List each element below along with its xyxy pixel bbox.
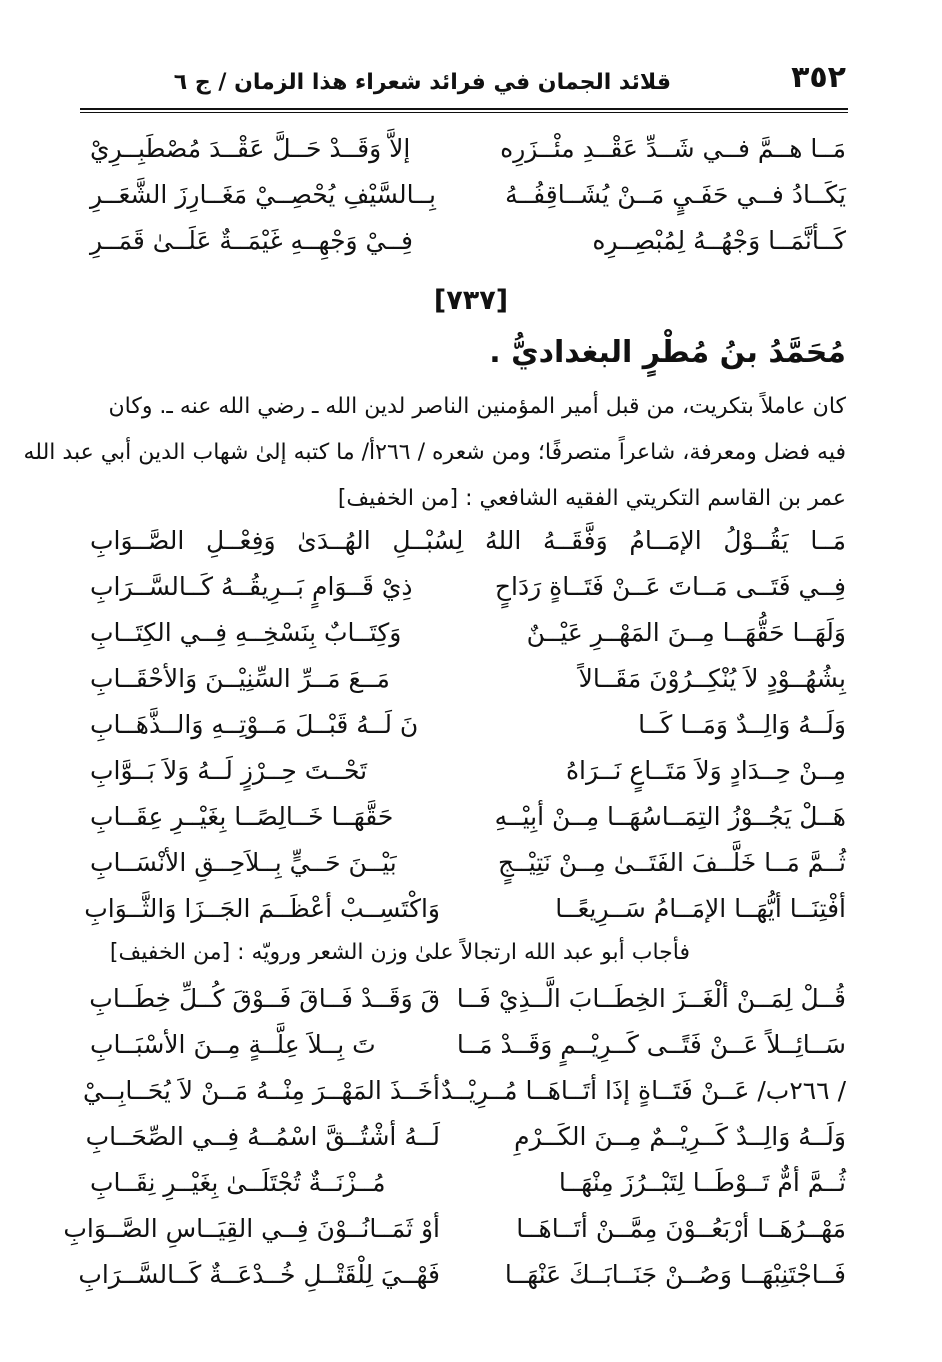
header-rule bbox=[80, 108, 848, 110]
first-hemistich: وَلَهَــا حَقُّهَــا مِــنَ المَهْــرِ عَيْــنٌ bbox=[526, 618, 846, 647]
first-hemistich: قُــلْ لِمَــنْ ألْغَــزَ الخِطَــابَ الَّــذِيْ فَــا bbox=[456, 984, 846, 1013]
second-hemistich: إلاَّ وَقَــدْ حَــلَّ عَقْــدَ مُصْطَبِــرِيْ bbox=[90, 134, 411, 163]
second-hemistich: مُــزْنَــةٌ تُجْتَلَــىٰ بِغَيْــرِ نِقَــابِ bbox=[90, 1168, 386, 1197]
bio-line-text: عمر بن القاسم التكريتي الفقيه الشافعي : bbox=[465, 486, 846, 511]
first-hemistich: / ٢٦٦ب/ عَــنْ فَتَــاةٍ إذَا أتَــاهَــا مُــرِيْــدٌ bbox=[440, 1076, 846, 1105]
second-hemistich: وَاكْتَسِــبْ أعْظَــمَ الجَــزَا وَالثَّــوَابِ bbox=[84, 894, 440, 923]
verse bbox=[63, 1206, 846, 1252]
verse bbox=[90, 976, 846, 1022]
verse bbox=[90, 794, 846, 840]
second-hemistich: لَــهُ أشْتُــقَّ اسْمُــهُ فِــي الصِّحَــابِ bbox=[85, 1122, 440, 1151]
first-hemistich: فَــاجْتَنِبْهَــا وَصُــنْ جَنَــابَــكَ عَنْهَــا bbox=[504, 1260, 846, 1289]
verse bbox=[90, 1160, 846, 1206]
verse bbox=[90, 218, 846, 264]
verse bbox=[90, 610, 846, 656]
second-hemistich: قَ وَقَــدْ فَــاقَ فَــوْقَ كُــلِّ خِطَــابِ bbox=[89, 984, 440, 1013]
opening-verse: مَــا يَقُــوْلُ الإمَــامُ وَفَّقَــهُ اللهُ لِسُبْــلِ الهُــدَىٰ وَفِعْــلِ الصَّــوَابِ bbox=[90, 526, 846, 555]
running-title: قلائد الجمان في فرائد شعراء هذا الزمان / ج ٦ bbox=[173, 70, 671, 95]
page-number: ٣٥٢ bbox=[791, 60, 846, 95]
first-hemistich: سَــائِــلاً عَــنْ فَتًــى كَــرِيْــمٍ وَقَــدْ مَــا bbox=[456, 1030, 846, 1059]
reply-intro bbox=[110, 930, 690, 976]
first-hemistich: كَــأنَّمَــا وَجْهُــهُ لِمُبْصِــرِه bbox=[592, 226, 846, 255]
second-hemistich: أخَــذَ المَهْــرَ مِنْــهُ مَــنْ لاَ يُحَــابِــيْ bbox=[82, 1076, 440, 1105]
bio-line: كان عاملاً بتكريت، من قبل أمير المؤمنين الناصر لدين الله ـ رضي الله عنه ـ. وكان bbox=[108, 394, 846, 419]
top-poem bbox=[90, 126, 846, 264]
verse bbox=[85, 1114, 846, 1160]
second-hemistich: فَهْــيَ لِلْقَتْــلِ خُــدْعَــةٌ كَــالسَّــرَابِ bbox=[78, 1260, 440, 1289]
bio-line: فيه فضل ومعرفة، شاعراً متصرفًا؛ ومن شعره / ٢٦٦أ/ ما كتبه إلىٰ شهاب الدين أبي عبد الله bbox=[23, 440, 846, 465]
biography bbox=[23, 384, 846, 522]
verse bbox=[90, 656, 846, 702]
first-hemistich: يَكَــادُ فــي حَفَـيٍ مَــنْ يُشَــاقِفُــهُ bbox=[505, 180, 846, 209]
verse bbox=[90, 702, 846, 748]
second-hemistich: وَكِتَــابٌ بِنَسْخِــهِ فِــي الكِتَــابِ bbox=[90, 618, 402, 647]
entry-number: [٧٣٧] bbox=[433, 285, 509, 316]
reply-intro-text: فأجاب أبو عبد الله ارتجالاً علىٰ وزن الشعر ورويّه : bbox=[237, 940, 690, 965]
first-hemistich: فِــي فَتَــى مَــاتَ عَــنْ فَتَــاةٍ رَدَاحٍ bbox=[494, 572, 846, 601]
first-hemistich: ثُــمَّ أمٌّ تَــوْطَــا لِتَبْــرُزَ مِنْهَــا bbox=[558, 1168, 846, 1197]
second-hemistich: نَ لَــهُ قَبْــلَ مَــوْتِــهِ وَالــذَّهَــابِ bbox=[90, 710, 419, 739]
meter-label: [من الخفيف] bbox=[109, 940, 231, 965]
second-hemistich: بِــالسَّيْفِ يُحْصِــيْ مَغَــارِزَ الشَّعَــرِ bbox=[90, 180, 436, 209]
page-header bbox=[80, 60, 846, 110]
verse bbox=[90, 1022, 846, 1068]
verse bbox=[90, 840, 846, 886]
first-hemistich: هَــلْ يَجُــوْزُ التِمَــاسُهَــا مِــنْ أبِيْــهِ bbox=[494, 802, 846, 831]
first-hemistich: أفْتِنَــا أيُّهَــا الإمَــامُ سَــرِيعًــا bbox=[555, 894, 846, 923]
verse bbox=[90, 126, 846, 172]
first-hemistich: بِشُهُــوْدٍ لاَ يُنْكِــرُوْنَ مَقَــالاً bbox=[578, 664, 846, 693]
second-hemistich: بَيْــنَ حَــيٍّ بِــلاَحِــقِ الأنْسَــابِ bbox=[90, 848, 397, 877]
header-rule-thin bbox=[80, 112, 848, 113]
verse bbox=[82, 1068, 846, 1114]
first-hemistich: وَلَــهُ وَالِــدٌ وَمَــا كَــا bbox=[638, 710, 846, 739]
verse bbox=[84, 886, 846, 932]
second-hemistich: تَحْــتَ حِــرْزٍ لَــهُ وَلاَ بَــوَّابِ bbox=[90, 756, 368, 785]
bio-line bbox=[88, 476, 846, 522]
second-hemistich: ذِيْ قَــوَامٍ بَــرِيقُــهُ كَــالسَّــرَابِ bbox=[90, 572, 413, 601]
reply-poem bbox=[63, 976, 846, 1298]
second-hemistich: مَــعَ مَــرِّ السِّنِيْــنَ وَالأحْقَــابِ bbox=[90, 664, 390, 693]
second-hemistich: تَ بِــلاَ عِلَّــةٍ مِــنَ الأسْبَــابِ bbox=[90, 1030, 376, 1059]
verse bbox=[78, 1252, 846, 1298]
first-hemistich: مَهْــرُهَــا أرْبَعُــوْنَ مِمَّــنْ أتَــاهَــا bbox=[516, 1214, 846, 1243]
verse bbox=[90, 172, 846, 218]
entry-name: مُحَمَّدُ بنُ مُطْرٍ البغداديُّ . bbox=[489, 335, 846, 370]
second-hemistich: حَقَّهَــا خَــالِصًــا بِغَيْــرِ عِقَــابِ bbox=[90, 802, 394, 831]
first-hemistich: وَلَــهُ وَالِــدٌ كَــرِيْــمٌ مِــنَ الكَــرْمِ bbox=[514, 1122, 846, 1151]
first-hemistich: مَــا هــمَّ فــي شَــدِّ عَقْــدِ مئْــزَرِه bbox=[500, 134, 846, 163]
second-hemistich: أوْ ثَمَــانُــوْنَ فِــي القِيَــاسِ الصَّــوَابِ bbox=[63, 1214, 440, 1243]
verse bbox=[90, 564, 846, 610]
question-poem bbox=[84, 518, 846, 932]
first-hemistich: مِــنْ حِــدَادٍ وَلاَ مَتَــاعٍ نَــرَاهُ bbox=[565, 756, 846, 785]
second-hemistich: فِــيْ وَجْهِــهِ غَيْمَــةٌ عَلَــىٰ قَمَــرِ bbox=[90, 226, 413, 255]
verse bbox=[90, 748, 846, 794]
meter-label: [من الخفيف] bbox=[337, 486, 459, 511]
first-hemistich: ثُــمَّ مَــا خَلَّــفَ الفَتَــىٰ مِــنْ نَتِيْــجٍ bbox=[497, 848, 846, 877]
